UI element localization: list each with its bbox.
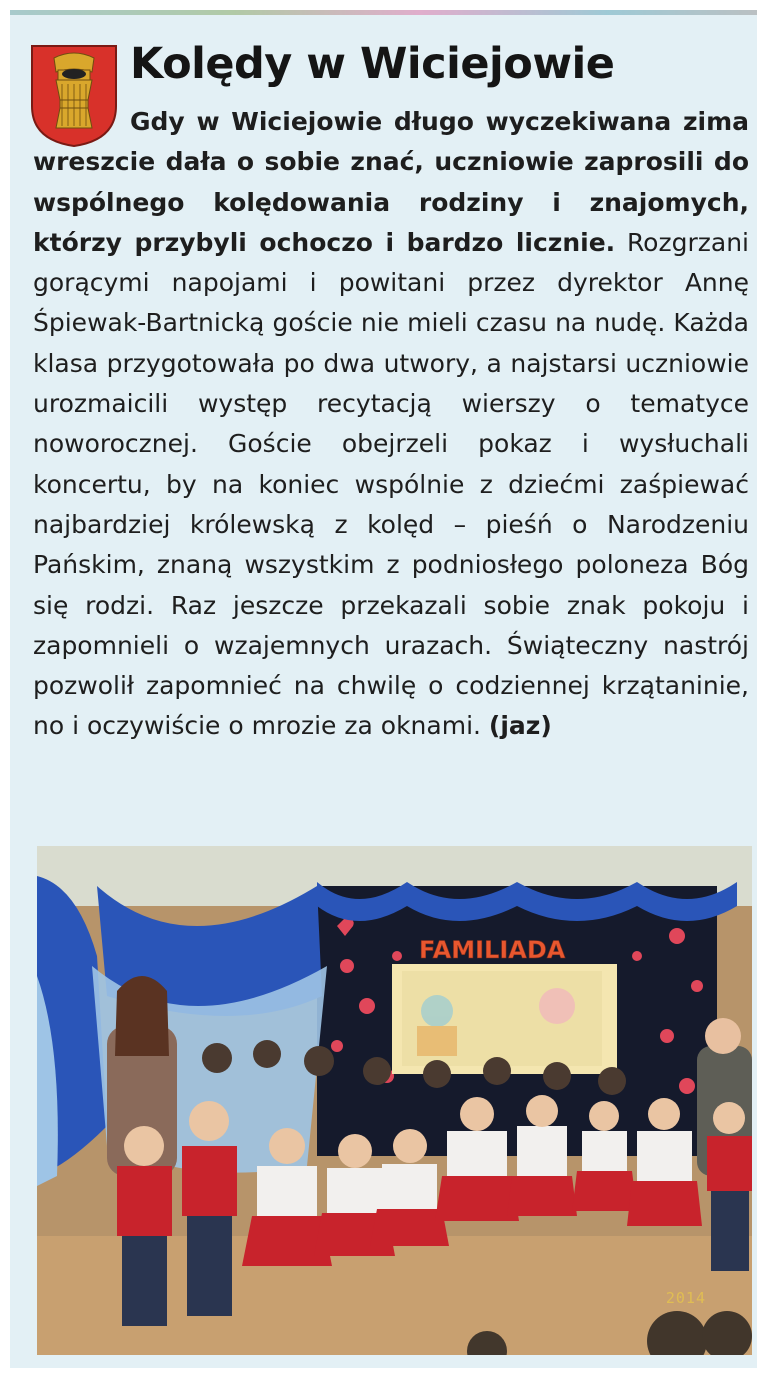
article-lead: Gdy w Wiciejowie długo wyczekiwana zima wreszcie dała o sobie znać, uczniowie zaprosili do wspólnego kolędowania rodziny i znajomych, którzy przybyli ochoczo i bardzo licznie. — [33, 107, 749, 257]
author-signature: (jaz) — [488, 711, 552, 741]
article-text: Rozgrzani gorącymi napojami i powitani przez dyrektor Annę Śpiewak-Bartnicką goście nie mieli czasu na nudę. Każda klasa przygotowała po dwa utwory, a najstarsi uczniowie urozmaicili występ recytacją wierszy o tematyce noworocznej. Goście obejrzeli pokaz i wysłuchali koncertu, by na koniec wspólnie z dziećmi zaśpiewać najbardziej królewską z kolęd – pieśń o Narodzeniu Pańskim, znaną wszystkim z podniosłego poloneza Bóg się rodzi. Raz jeszcze przekazali sobie znak pokoju i zapomnieli o wzajemnych urazach. Świąteczny nastrój pozwolił zapomnieć na chwilę o codziennej krzątaninie, no i oczywiście o mrozie za oknami. — [33, 227, 749, 741]
article-body — [33, 102, 749, 747]
familiada-banner: FAMILIADA — [419, 936, 566, 964]
school-event-photo — [37, 846, 752, 1355]
torn-top-edge — [10, 10, 757, 15]
photo-date-stamp: 2014 — [665, 1289, 706, 1307]
article-title: Kolędy w Wiciejowie — [130, 39, 615, 89]
